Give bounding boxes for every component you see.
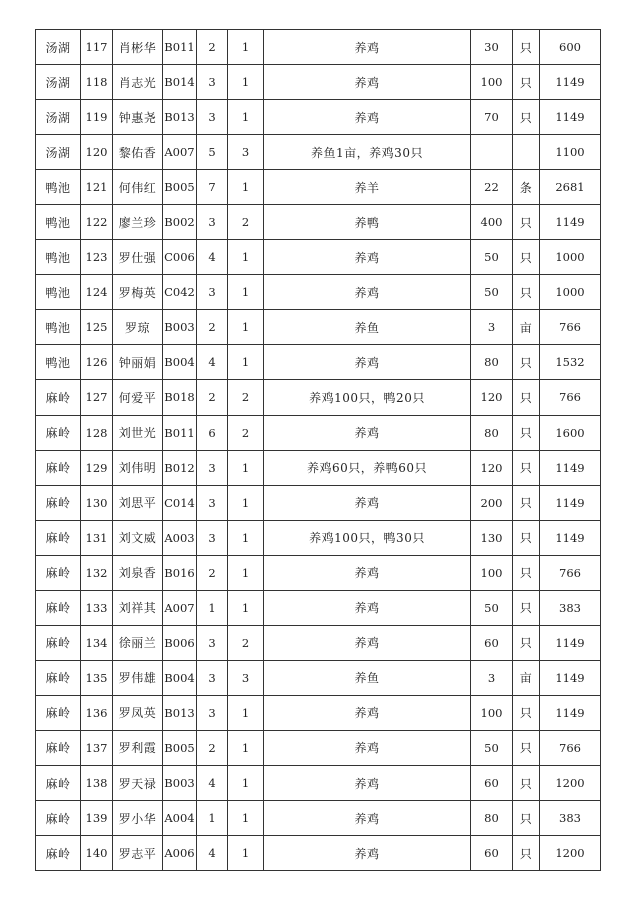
family-members-cell: 3 [197,100,228,135]
serial-number-cell: 119 [81,100,113,135]
household-code-cell: B003 [163,765,197,800]
quantity-cell: 120 [471,380,513,415]
project-cell: 养鸡 [264,30,471,65]
amount-cell: 1149 [540,660,601,695]
family-members-cell: 3 [197,65,228,100]
household-name-cell: 罗志平 [113,836,163,871]
household-code-cell: A007 [163,135,197,170]
amount-cell: 1149 [540,520,601,555]
household-name-cell: 罗小华 [113,801,163,836]
labor-count-cell: 1 [228,836,264,871]
unit-cell [513,135,540,170]
household-name-cell: 刘文威 [113,520,163,555]
household-code-cell: C006 [163,240,197,275]
household-name-cell: 廖兰珍 [113,205,163,240]
household-code-cell: B014 [163,65,197,100]
quantity-cell: 130 [471,520,513,555]
table-row [36,240,601,275]
village-cell: 麻岭 [36,801,81,836]
amount-cell: 1149 [540,205,601,240]
labor-count-cell: 2 [228,415,264,450]
family-members-cell: 3 [197,695,228,730]
project-cell: 养鸡100只，鸭20只 [264,380,471,415]
project-cell: 养鸡 [264,730,471,765]
amount-cell: 1000 [540,240,601,275]
family-members-cell: 2 [197,380,228,415]
labor-count-cell: 1 [228,695,264,730]
quantity-cell: 50 [471,240,513,275]
unit-cell: 只 [513,590,540,625]
quantity-cell: 60 [471,625,513,660]
labor-count-cell: 1 [228,310,264,345]
household-name-cell: 何爱平 [113,380,163,415]
serial-number-cell: 130 [81,485,113,520]
serial-number-cell: 137 [81,730,113,765]
serial-number-cell: 117 [81,30,113,65]
quantity-cell: 80 [471,345,513,380]
unit-cell: 条 [513,170,540,205]
household-name-cell: 刘祥其 [113,590,163,625]
serial-number-cell: 126 [81,345,113,380]
serial-number-cell: 140 [81,836,113,871]
labor-count-cell: 1 [228,765,264,800]
project-cell: 养鸡 [264,345,471,380]
household-code-cell: B013 [163,695,197,730]
family-members-cell: 3 [197,485,228,520]
family-members-cell: 4 [197,240,228,275]
household-code-cell: C014 [163,485,197,520]
quantity-cell: 80 [471,415,513,450]
quantity-cell: 120 [471,450,513,485]
amount-cell: 766 [540,310,601,345]
village-cell: 麻岭 [36,765,81,800]
serial-number-cell: 132 [81,555,113,590]
amount-cell: 2681 [540,170,601,205]
serial-number-cell: 120 [81,135,113,170]
table-row [36,345,601,380]
table-row [36,100,601,135]
amount-cell: 1532 [540,345,601,380]
family-members-cell: 1 [197,801,228,836]
village-cell: 麻岭 [36,450,81,485]
unit-cell: 亩 [513,310,540,345]
amount-cell: 766 [540,730,601,765]
village-cell: 麻岭 [36,836,81,871]
labor-count-cell: 1 [228,801,264,836]
project-cell: 养鸡 [264,801,471,836]
amount-cell: 1100 [540,135,601,170]
unit-cell: 只 [513,485,540,520]
village-cell: 麻岭 [36,590,81,625]
serial-number-cell: 118 [81,65,113,100]
village-cell: 汤湖 [36,100,81,135]
labor-count-cell: 3 [228,135,264,170]
table-row [36,590,601,625]
household-code-cell: B011 [163,30,197,65]
project-cell: 养鸡 [264,590,471,625]
household-name-cell: 肖彬华 [113,30,163,65]
household-code-cell: A004 [163,801,197,836]
labor-count-cell: 1 [228,450,264,485]
family-members-cell: 4 [197,765,228,800]
project-cell: 养鸡 [264,100,471,135]
village-cell: 鸭池 [36,345,81,380]
labor-count-cell: 1 [228,345,264,380]
labor-count-cell: 1 [228,275,264,310]
project-cell: 养鱼 [264,310,471,345]
table-row [36,275,601,310]
quantity-cell: 100 [471,555,513,590]
village-cell: 麻岭 [36,555,81,590]
table-row [36,380,601,415]
household-code-cell: C042 [163,275,197,310]
quantity-cell: 70 [471,100,513,135]
unit-cell: 只 [513,695,540,730]
serial-number-cell: 122 [81,205,113,240]
amount-cell: 1149 [540,450,601,485]
amount-cell: 1200 [540,765,601,800]
serial-number-cell: 121 [81,170,113,205]
table-row [36,65,601,100]
table-row [36,765,601,800]
household-code-cell: B004 [163,345,197,380]
family-members-cell: 3 [197,520,228,555]
project-cell: 养鸡 [264,485,471,520]
village-cell: 汤湖 [36,65,81,100]
household-name-cell: 刘伟明 [113,450,163,485]
labor-count-cell: 2 [228,625,264,660]
table-row [36,485,601,520]
serial-number-cell: 135 [81,660,113,695]
quantity-cell: 22 [471,170,513,205]
labor-count-cell: 2 [228,380,264,415]
labor-count-cell: 1 [228,30,264,65]
household-name-cell: 罗伟雄 [113,660,163,695]
household-name-cell: 罗凤英 [113,695,163,730]
village-cell: 鸭池 [36,205,81,240]
unit-cell: 只 [513,836,540,871]
amount-cell: 600 [540,30,601,65]
quantity-cell: 50 [471,730,513,765]
unit-cell: 只 [513,520,540,555]
project-cell: 养鸡 [264,415,471,450]
family-members-cell: 3 [197,205,228,240]
serial-number-cell: 129 [81,450,113,485]
project-cell: 养鸡 [264,555,471,590]
household-code-cell: B005 [163,730,197,765]
table-row [36,30,601,65]
unit-cell: 只 [513,730,540,765]
labor-count-cell: 1 [228,485,264,520]
serial-number-cell: 139 [81,801,113,836]
village-cell: 鸭池 [36,240,81,275]
village-cell: 麻岭 [36,730,81,765]
household-name-cell: 钟丽娟 [113,345,163,380]
household-code-cell: B004 [163,660,197,695]
family-members-cell: 5 [197,135,228,170]
family-members-cell: 3 [197,450,228,485]
unit-cell: 只 [513,275,540,310]
household-name-cell: 刘世光 [113,415,163,450]
household-name-cell: 徐丽兰 [113,625,163,660]
labor-count-cell: 1 [228,65,264,100]
table-row [36,310,601,345]
serial-number-cell: 136 [81,695,113,730]
labor-count-cell: 2 [228,205,264,240]
quantity-cell: 50 [471,590,513,625]
family-members-cell: 2 [197,730,228,765]
household-name-cell: 何伟红 [113,170,163,205]
amount-cell: 1149 [540,100,601,135]
table-body [36,30,601,871]
amount-cell: 1149 [540,625,601,660]
household-name-cell: 刘思平 [113,485,163,520]
project-cell: 养鸡 [264,240,471,275]
household-code-cell: A003 [163,520,197,555]
serial-number-cell: 127 [81,380,113,415]
table-row [36,625,601,660]
household-name-cell: 罗梅英 [113,275,163,310]
quantity-cell: 400 [471,205,513,240]
project-cell: 养鸡 [264,275,471,310]
serial-number-cell: 128 [81,415,113,450]
quantity-cell: 80 [471,801,513,836]
village-cell: 汤湖 [36,30,81,65]
quantity-cell: 60 [471,836,513,871]
quantity-cell: 60 [471,765,513,800]
serial-number-cell: 131 [81,520,113,555]
serial-number-cell: 134 [81,625,113,660]
village-cell: 鸭池 [36,275,81,310]
unit-cell: 只 [513,555,540,590]
table-row [36,450,601,485]
family-members-cell: 3 [197,660,228,695]
labor-count-cell: 1 [228,555,264,590]
household-name-cell: 肖志光 [113,65,163,100]
project-cell: 养鸡 [264,65,471,100]
amount-cell: 1000 [540,275,601,310]
household-code-cell: B013 [163,100,197,135]
village-cell: 鸭池 [36,310,81,345]
table-row [36,695,601,730]
unit-cell: 只 [513,801,540,836]
project-cell: 养鸡 [264,836,471,871]
unit-cell: 只 [513,380,540,415]
amount-cell: 1149 [540,695,601,730]
village-cell: 汤湖 [36,135,81,170]
quantity-cell: 3 [471,310,513,345]
unit-cell: 只 [513,100,540,135]
amount-cell: 766 [540,380,601,415]
household-code-cell: B016 [163,555,197,590]
household-name-cell: 黎佑香 [113,135,163,170]
village-cell: 麻岭 [36,485,81,520]
quantity-cell: 50 [471,275,513,310]
household-name-cell: 罗琼 [113,310,163,345]
household-name-cell: 钟惠尧 [113,100,163,135]
amount-cell: 1149 [540,65,601,100]
serial-number-cell: 123 [81,240,113,275]
unit-cell: 只 [513,205,540,240]
serial-number-cell: 125 [81,310,113,345]
village-cell: 麻岭 [36,520,81,555]
table-row [36,801,601,836]
table-row [36,555,601,590]
labor-count-cell: 1 [228,240,264,275]
project-cell: 养鱼1亩，养鸡30只 [264,135,471,170]
table-row [36,170,601,205]
village-cell: 麻岭 [36,695,81,730]
quantity-cell: 100 [471,65,513,100]
table-row [36,415,601,450]
family-members-cell: 1 [197,590,228,625]
serial-number-cell: 138 [81,765,113,800]
household-code-cell: A007 [163,590,197,625]
labor-count-cell: 1 [228,730,264,765]
village-cell: 麻岭 [36,415,81,450]
amount-cell: 766 [540,555,601,590]
unit-cell: 只 [513,450,540,485]
unit-cell: 只 [513,345,540,380]
project-cell: 养鸡 [264,695,471,730]
quantity-cell: 3 [471,660,513,695]
village-cell: 鸭池 [36,170,81,205]
labor-count-cell: 1 [228,520,264,555]
family-members-cell: 2 [197,30,228,65]
labor-count-cell: 3 [228,660,264,695]
household-code-cell: B002 [163,205,197,240]
household-code-cell: B005 [163,170,197,205]
quantity-cell [471,135,513,170]
unit-cell: 只 [513,65,540,100]
unit-cell: 亩 [513,660,540,695]
table-row [36,660,601,695]
amount-cell: 1149 [540,485,601,520]
amount-cell: 1200 [540,836,601,871]
table-row [36,520,601,555]
project-cell: 养鸭 [264,205,471,240]
family-members-cell: 4 [197,345,228,380]
household-name-cell: 罗天禄 [113,765,163,800]
project-cell: 养鱼 [264,660,471,695]
project-cell: 养羊 [264,170,471,205]
quantity-cell: 200 [471,485,513,520]
quantity-cell: 100 [471,695,513,730]
household-code-cell: B018 [163,380,197,415]
serial-number-cell: 124 [81,275,113,310]
project-cell: 养鸡 [264,625,471,660]
table-row [36,205,601,240]
family-members-cell: 2 [197,555,228,590]
quantity-cell: 30 [471,30,513,65]
village-cell: 麻岭 [36,625,81,660]
table-row [36,135,601,170]
amount-cell: 383 [540,590,601,625]
family-members-cell: 7 [197,170,228,205]
labor-count-cell: 1 [228,100,264,135]
household-code-cell: B003 [163,310,197,345]
family-members-cell: 2 [197,310,228,345]
family-members-cell: 6 [197,415,228,450]
household-code-cell: A006 [163,836,197,871]
household-name-cell: 罗利霞 [113,730,163,765]
household-name-cell: 罗仕强 [113,240,163,275]
family-members-cell: 3 [197,625,228,660]
project-cell: 养鸡 [264,765,471,800]
amount-cell: 383 [540,801,601,836]
unit-cell: 只 [513,625,540,660]
household-name-cell: 刘泉香 [113,555,163,590]
village-cell: 麻岭 [36,660,81,695]
household-code-cell: B011 [163,415,197,450]
unit-cell: 只 [513,415,540,450]
amount-cell: 1600 [540,415,601,450]
unit-cell: 只 [513,765,540,800]
household-code-cell: B012 [163,450,197,485]
family-members-cell: 4 [197,836,228,871]
household-code-cell: B006 [163,625,197,660]
labor-count-cell: 1 [228,170,264,205]
unit-cell: 只 [513,240,540,275]
project-cell: 养鸡100只，鸭30只 [264,520,471,555]
table-row [36,836,601,871]
village-cell: 麻岭 [36,380,81,415]
table-row [36,730,601,765]
labor-count-cell: 1 [228,590,264,625]
household-support-table [35,29,601,871]
project-cell: 养鸡60只，养鸭60只 [264,450,471,485]
serial-number-cell: 133 [81,590,113,625]
unit-cell: 只 [513,30,540,65]
family-members-cell: 3 [197,275,228,310]
